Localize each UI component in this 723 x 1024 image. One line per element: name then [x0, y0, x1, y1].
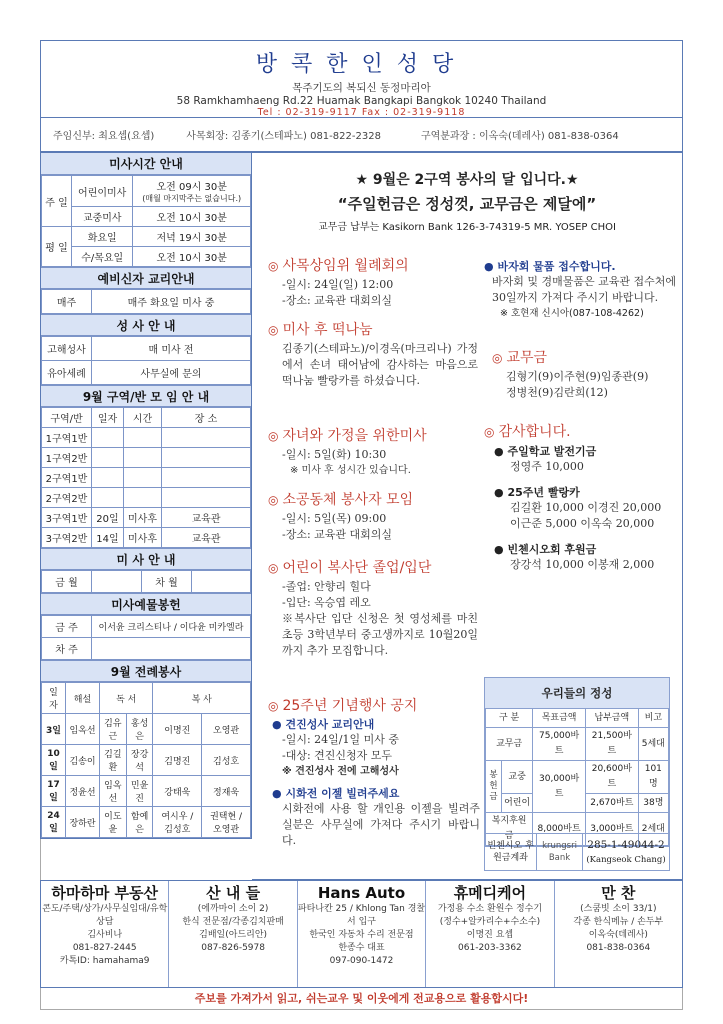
table-cell: 장강석 [126, 745, 153, 776]
footer-message: 주보를 가져가서 읽고, 쉬는교우 및 이웃에게 전교용으로 활용합시다! [194, 992, 529, 1005]
left-column [40, 152, 252, 839]
table-row [42, 468, 251, 488]
table-cell [92, 448, 124, 468]
notice-line: -졸업: 안향리 힐다 [282, 580, 371, 593]
column-header: 시간 [124, 408, 162, 428]
column-header: 구역/반 [42, 408, 92, 428]
table-cell: 20,600바트 [585, 761, 638, 794]
notice-anniversary [268, 699, 480, 849]
table-cell [162, 468, 251, 488]
notice-line: ※ 견진성사 전에 고해성사 [282, 766, 399, 777]
table-row [42, 428, 251, 448]
mass-time [133, 176, 251, 207]
notice-heading: 사목상임위 월례회의 [282, 258, 409, 274]
notice-contact: ※ 호현재 신시아(087-108-4262) [500, 308, 644, 319]
table-cell: 임옥선 [66, 714, 100, 745]
sunday-label: 주 일 [42, 176, 72, 227]
church-address: 58 Ramkhamhaeng Rd.22 Huamak Bangkapi Bangkok 10240 Thailand [176, 95, 547, 107]
notice-line: -일시: 24일/1일 미사 중 [282, 733, 399, 746]
table-cell: 봉헌금 [486, 761, 502, 813]
table-row [42, 571, 251, 593]
table-cell: 2구역2반 [42, 488, 92, 508]
sacrament-label: 유아세례 [42, 361, 92, 385]
reading-table [41, 570, 251, 593]
notice-line: -장소: 교육관 대회의실 [282, 528, 393, 541]
notice-heading: 어린이 복사단 졸업/입단 [282, 560, 432, 576]
table-row [42, 508, 251, 528]
mass-time-table [41, 175, 251, 267]
circle-icon: ◎ [268, 561, 279, 575]
bank-name: krungsri Bank [537, 834, 583, 870]
notice-dues [492, 351, 680, 401]
table-cell [92, 488, 124, 508]
bank-info: 교무금 납부는 Kasikorn Bank 126-3-74319-5 MR. YOSEP CHOI [318, 222, 616, 233]
table-cell: 10일 [42, 745, 66, 776]
ad-line: 한국인 자동차 수리 전문점 [309, 930, 414, 940]
table-row [42, 448, 251, 468]
notice-community [268, 493, 478, 543]
notice-line: 김형기(9)이주현(9)임종관(9) [506, 370, 649, 383]
table-cell: 8,000바트 [533, 813, 586, 846]
table-cell: 임옥선 [100, 776, 127, 807]
table-cell: 30,000바트 [533, 761, 586, 813]
ad-line: 081-838-0364 [586, 943, 651, 953]
ad-line: 한종수 대표 [338, 943, 385, 953]
ad-line: 087-826-5978 [201, 943, 265, 953]
notice-heading: 바자회 물품 접수합니다. [497, 260, 616, 273]
bullet-icon: ● [494, 543, 504, 556]
notice-line: -일시: 5일(목) 09:00 [282, 512, 387, 525]
notice-line: ※복사단 입단 신청은 첫 영성체를 마친 초등 3학년부터 중고생까지로 10월20일까지 추가 모집합니다. [282, 612, 478, 657]
table-cell: 김길환 [100, 745, 127, 776]
month-banner: ★ 9월은 2구역 봉사의 달 입니다.★ [355, 172, 579, 188]
giving-table [485, 708, 669, 846]
notice-body: 바자회 및 경매물품은 교육관 접수처에 30일까지 가져다 주시기 바랍니다. [492, 275, 677, 304]
circle-icon: ◎ [268, 493, 279, 507]
ad-line: 이옥숙(데레사) [588, 930, 648, 940]
chair-info: 사목회장: 김종기(스테파노) 081-822-2328 [186, 131, 381, 142]
table-row [486, 761, 669, 794]
table-cell [162, 428, 251, 448]
table-cell: 이도윤 [100, 807, 127, 838]
table-cell: 1구역2반 [42, 448, 92, 468]
ad-line: 파타나칸 25 / Khlong Tan 경찰서 입구 [297, 904, 426, 927]
table-cell [124, 488, 162, 508]
circle-icon: ◎ [268, 259, 279, 273]
donation-line: 이근준 5,000 이옥숙 20,000 [510, 517, 655, 530]
table-cell: 교육관 [162, 508, 251, 528]
church-name: 방콕한인성당 [255, 52, 468, 77]
ad-name: 하마하마 부동산 [51, 884, 159, 902]
church-subtitle: 목주기도의 복되신 동정마리아 [292, 82, 431, 94]
table-cell: 101명 [638, 761, 668, 794]
table-cell: 교무금 [486, 728, 533, 761]
table-row [42, 745, 251, 776]
column-header: 비고 [638, 709, 668, 728]
table-row [42, 807, 251, 838]
ad-name: Hans Auto [317, 884, 406, 902]
mass-time: 오전 10시 30분 [133, 247, 251, 267]
giving-title: 우리들의 정성 [485, 678, 669, 708]
table-cell: 5세대 [638, 728, 668, 761]
table-cell [92, 428, 124, 448]
offering-title: 미사예물봉헌 [41, 593, 251, 615]
mass-time-title: 미사시간 안내 [41, 153, 251, 175]
notice-line: 정병천(9)김란희(12) [506, 386, 608, 399]
table-cell: 14일 [92, 528, 124, 548]
sacrament-label: 고해성사 [42, 337, 92, 361]
table-cell: 미사후 [124, 508, 162, 528]
notice-line: -장소: 교육관 대회의실 [282, 294, 393, 307]
table-cell: 3,000바트 [585, 813, 638, 846]
table-cell [162, 448, 251, 468]
offering-label: 금 주 [42, 616, 92, 638]
table-cell: 3일 [42, 714, 66, 745]
table-row [42, 337, 251, 361]
bank-label: 빈첸시오 후원금계좌 [485, 834, 537, 870]
sacrament-value: 매 미사 전 [92, 337, 251, 361]
notice-committee [268, 259, 478, 309]
mass-name: 화요일 [72, 227, 133, 247]
notice-subheading: 시화전 이젤 빌려주세요 [285, 787, 400, 800]
advertisement [426, 881, 554, 987]
main-column [252, 152, 683, 880]
offering-label: 차 주 [42, 638, 92, 660]
table-cell: 정재욱 [202, 776, 251, 807]
ad-line: (스쿰빗 소이 33/1) [580, 904, 657, 914]
mass-name: 교중미사 [72, 207, 133, 227]
notice-heading: 자녀와 가정을 위한미사 [282, 428, 427, 444]
table-cell: 함예은 [126, 807, 153, 838]
giving-box [484, 677, 670, 847]
donation-line: 장강석 10,000 이봉재 2,000 [510, 558, 655, 571]
notice-altar-servers [268, 561, 478, 659]
ad-line: (에까마이 소이 2) [197, 904, 269, 914]
table-cell: 38명 [638, 794, 668, 813]
table-cell: 권택현 / 오영관 [202, 807, 251, 838]
circle-icon: ◎ [268, 323, 279, 337]
table-cell: 3구역1반 [42, 508, 92, 528]
ad-line: 카톡ID: hamahama9 [59, 956, 150, 966]
table-row [42, 488, 251, 508]
catechumen-label: 매주 [42, 290, 92, 314]
ad-line: 097-090-1472 [329, 956, 394, 966]
church-contact: Tel : 02-319-9117 Fax : 02-319-9118 [257, 107, 466, 118]
offering-table [41, 615, 251, 660]
table-cell [124, 468, 162, 488]
mass-name: 어린이미사 [72, 176, 133, 207]
table-cell: 24일 [42, 807, 66, 838]
table-cell: 교중 [502, 761, 533, 794]
table-cell [124, 448, 162, 468]
table-cell: 21,500바트 [585, 728, 638, 761]
catechumen-title: 예비신자 교리안내 [41, 267, 251, 289]
table-cell: 오영관 [202, 714, 251, 745]
table-cell: 17일 [42, 776, 66, 807]
notice-heading: 소공동체 봉사자 모임 [282, 492, 414, 508]
notice-thanks [484, 425, 676, 573]
table-cell: 20일 [92, 508, 124, 528]
column-header: 독 서 [100, 683, 153, 714]
table-row [42, 290, 251, 314]
table-row [42, 528, 251, 548]
column-header: 목표금액 [533, 709, 586, 728]
ad-line: 각종 한식메뉴 / 손두부 [573, 917, 664, 927]
district-table [41, 407, 251, 548]
table-cell: 홍성은 [126, 714, 153, 745]
mass-note: (매월 마지막주는 없습니다.) [142, 194, 242, 203]
notice-line: -입단: 옥승엽 레오 [282, 596, 371, 609]
circle-icon: ◎ [492, 351, 503, 365]
advertisement [41, 881, 169, 987]
ad-name: 산 내 들 [206, 884, 261, 902]
notice-body: 김종기(스테파노)/이경옥(마크리나) 가정에서 손녀 태어남에 감사하는 마음으로 떡나눔 빨랑카를 하셨습니다. [282, 342, 478, 387]
notice-subheading: 견진성사 교리안내 [285, 718, 375, 731]
table-cell: 2구역1반 [42, 468, 92, 488]
circle-icon: ◎ [268, 699, 279, 713]
notice-bazaar [484, 259, 676, 321]
liturgy-table [41, 682, 251, 838]
priest-info: 주임신부: 최요셉(요셉) [53, 131, 155, 142]
bullet-icon: ● [484, 260, 494, 273]
account-holder: (Kangseok Chang) [586, 855, 666, 865]
table-cell: 미사후 [124, 528, 162, 548]
offering-slogan: “주일헌금은 정성껏, 교무금은 제달에” [337, 195, 597, 213]
table-header [42, 683, 251, 714]
donation-title: 25주년 빨랑카 [507, 486, 580, 499]
table-row [42, 247, 251, 267]
ad-name: 만 찬 [601, 884, 636, 902]
column-header: 복 사 [153, 683, 251, 714]
notice-body: 시화전에 사용 할 개인용 이젤을 빌려주실분은 사무실에 가져다 주시기 바랍니다. [282, 802, 480, 847]
sacrament-title: 성 사 안 내 [41, 314, 251, 336]
column-header: 장 소 [162, 408, 251, 428]
table-cell: 이명진 [153, 714, 202, 745]
column-header: 해설 [66, 683, 100, 714]
column-header: 구 분 [486, 709, 533, 728]
notice-heading: 교무금 [506, 350, 548, 366]
column-header: 일자 [42, 683, 66, 714]
table-cell: 2세대 [638, 813, 668, 846]
staff-line [40, 118, 683, 152]
notice-ricecake [268, 323, 478, 389]
notice-line: -일시: 24일(일) 12:00 [282, 278, 394, 291]
table-header [42, 408, 251, 428]
district-title: 9월 구역/반 모 임 안 내 [41, 385, 251, 407]
notice-line: ※ 미사 후 성시간 있습니다. [290, 465, 411, 476]
table-cell: 김송이 [66, 745, 100, 776]
table-cell: 3구역2반 [42, 528, 92, 548]
table-cell: 복지후원금 [486, 813, 533, 846]
notice-heading: 25주년 기념행사 공지 [282, 698, 418, 714]
table-cell: 정윤선 [66, 776, 100, 807]
notice-line: -대상: 견진신청자 모두 [282, 749, 393, 762]
table-cell: 2,670바트 [585, 794, 638, 813]
district-head-info: 구역분과장 : 이옥숙(데레사) 081-838-0364 [420, 131, 619, 142]
table-header [486, 709, 669, 728]
advertisement [298, 881, 426, 987]
table-row [42, 176, 251, 207]
mass-time: 오전 10시 30분 [133, 207, 251, 227]
ad-name: 휴메디케어 [453, 884, 527, 902]
bullet-icon: ● [494, 445, 504, 458]
notice-family-mass [268, 429, 478, 479]
table-row [42, 616, 251, 638]
reading-label: 금 월 [42, 571, 92, 593]
table-row [42, 227, 251, 247]
table-cell [162, 488, 251, 508]
ad-line: 061-203-3362 [458, 943, 522, 953]
mass-name: 수/목요일 [72, 247, 133, 267]
table-row [42, 776, 251, 807]
advertisement-bar [40, 880, 683, 988]
donation-line: 김길환 10,000 이경진 20,000 [510, 501, 662, 514]
ad-line: 이명진 요셉 [466, 930, 514, 940]
advertisement [169, 881, 297, 987]
table-cell [92, 468, 124, 488]
table-row [42, 207, 251, 227]
table-cell: 교육관 [162, 528, 251, 548]
mass-time: 저녁 19시 30분 [133, 227, 251, 247]
table-cell: 장하란 [66, 807, 100, 838]
table-cell: 김명진 [153, 745, 202, 776]
bank-account-number: 285-1-49044-2 [587, 839, 665, 851]
sacrament-value: 사무실에 문의 [92, 361, 251, 385]
donation-title: 빈첸시오회 후원금 [507, 543, 597, 556]
ad-line: 김사비나 [87, 930, 123, 940]
notice-line: -일시: 5일(화) 10:30 [282, 448, 387, 461]
notice-heading: 감사합니다. [498, 424, 571, 440]
bullet-icon: ● [272, 718, 282, 731]
catechumen-table [41, 289, 251, 314]
table-cell [124, 428, 162, 448]
circle-icon: ◎ [484, 425, 495, 439]
offering-value: 이서윤 크리스티나 / 이다윤 미카엘라 [92, 616, 251, 638]
ad-line: 김배일(아드리안) [199, 930, 268, 940]
table-row [42, 638, 251, 660]
table-cell: 강태욱 [153, 776, 202, 807]
ad-line: 한식 전문점/각종김치판매 [182, 917, 284, 927]
bank-account-box [484, 833, 670, 871]
notice-heading: 미사 후 떡나눔 [282, 322, 373, 338]
ad-line: (정수+알카리수+수소수) [439, 917, 541, 927]
advertisement [555, 881, 682, 987]
bullet-icon: ● [272, 787, 282, 800]
liturgy-title: 9월 전례봉사 [41, 660, 251, 682]
catechumen-value: 매주 화요일 미사 중 [92, 290, 251, 314]
donation-title: 주일학교 발전기금 [507, 445, 597, 458]
reading-title: 미 사 안 내 [41, 548, 251, 570]
table-cell: 김유근 [100, 714, 127, 745]
ad-line: 가정용 수소 환원수 정수기 [437, 904, 543, 914]
reading-label: 차 월 [142, 571, 192, 593]
bullet-icon: ● [494, 486, 504, 499]
mass-time-value: 오전 09시 30분 [156, 182, 227, 193]
circle-icon: ◎ [268, 429, 279, 443]
table-cell: 여시우 / 김성호 [153, 807, 202, 838]
ad-line: 콘도/주택/상가/사무실임대/유학상담 [42, 904, 168, 927]
weekday-label: 평 일 [42, 227, 72, 267]
table-cell: 75,000바트 [533, 728, 586, 761]
table-cell: 김성호 [202, 745, 251, 776]
table-row [42, 361, 251, 385]
donation-line: 정영주 10,000 [510, 460, 584, 473]
column-header: 일자 [92, 408, 124, 428]
table-cell: 민윤진 [126, 776, 153, 807]
table-row [42, 714, 251, 745]
table-cell: 1구역1반 [42, 428, 92, 448]
sacrament-table [41, 336, 251, 385]
ad-line: 081-827-2445 [72, 943, 137, 953]
bulletin-header [40, 40, 683, 118]
table-cell: 어린이 [502, 794, 533, 813]
table-row [486, 728, 669, 761]
column-header: 납부금액 [585, 709, 638, 728]
